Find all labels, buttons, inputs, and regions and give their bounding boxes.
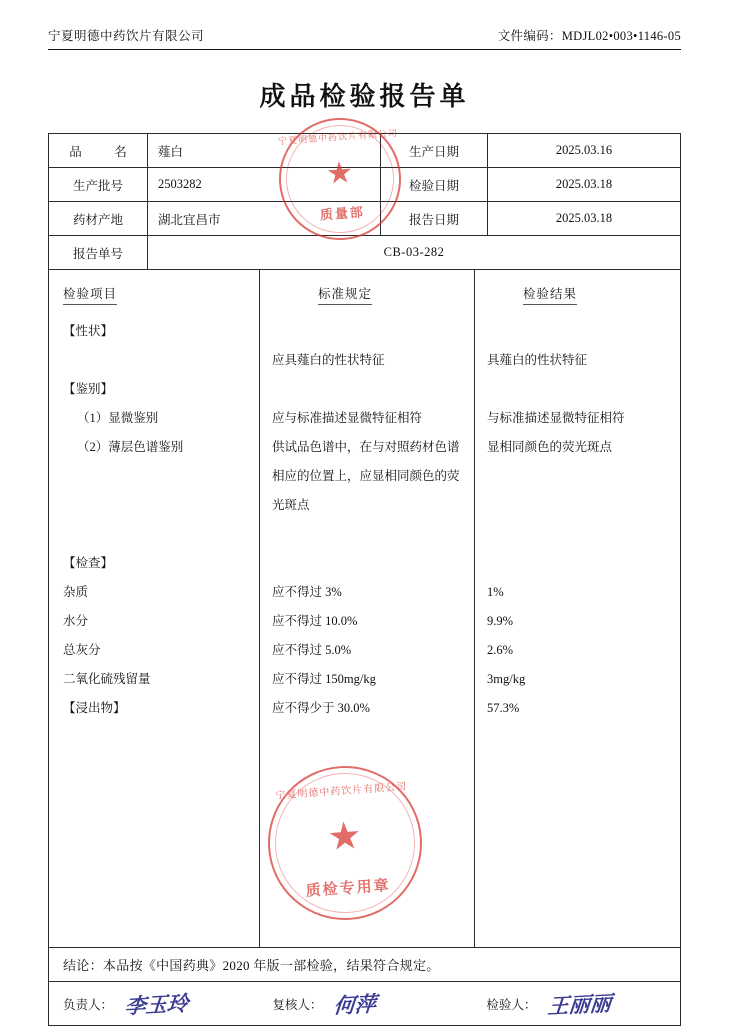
signature-row (48, 982, 681, 1026)
result-item-cell: 【鉴别】 (63, 382, 114, 396)
company-name: 宁夏明德中药饮片有限公司 (48, 29, 205, 43)
result-value-cell: 显相同颜色的荧光斑点 (487, 440, 613, 454)
result-item-cell: 二氧化硫残留量 (63, 672, 151, 686)
result-item-cell: 【性状】 (63, 324, 114, 338)
table-row (49, 134, 681, 168)
batch-label: 生产批号 (49, 168, 148, 202)
inspect-date-label: 检验日期 (381, 168, 488, 202)
info-table (48, 133, 681, 270)
batch-value: 2503282 (148, 168, 381, 202)
results-column-standard (259, 270, 474, 947)
signature-reviewer-value: 何萍 (333, 990, 378, 1018)
document-code-value: MDJL02•003•1146-05 (561, 29, 681, 43)
result-value-cell: 2.6% (487, 643, 514, 657)
production-date-label: 生产日期 (381, 134, 488, 168)
result-item-cell (63, 491, 259, 520)
report-date-label: 报告日期 (381, 202, 488, 236)
result-value-cell: 3mg/kg (487, 672, 526, 686)
stamp-top-text: 宁夏明德中药饮片有限公司 (277, 127, 399, 147)
result-standard-cell: 应不得过 150mg/kg (272, 672, 376, 686)
results-column-result (474, 270, 680, 947)
table-row (49, 236, 681, 270)
result-value-cell (487, 375, 680, 404)
report-date-value: 2025.03.18 (488, 202, 681, 236)
signature-inspector (474, 989, 680, 1019)
result-standard-cell (272, 520, 474, 549)
result-item-cell: 水分 (63, 614, 89, 628)
product-name-value: 薤白 (148, 134, 381, 168)
document-code (498, 26, 681, 44)
result-value-cell (487, 520, 680, 549)
stamp-bottom-text: 质检专用章 (305, 877, 392, 900)
result-value-cell (487, 317, 680, 346)
table-row (49, 202, 681, 236)
origin-label: 药材产地 (49, 202, 148, 236)
result-standard-cell: 应与标准描述显微特征相符 (272, 411, 423, 425)
result-item-cell (63, 346, 259, 375)
result-item-cell: 【检查】 (63, 556, 114, 570)
column-header-result: 检验结果 (523, 284, 577, 305)
result-value-cell (487, 462, 680, 491)
result-standard-cell (272, 549, 474, 578)
signature-responsible (49, 989, 260, 1019)
signature-reviewer (260, 989, 474, 1019)
report-no-value: CB-03-282 (148, 236, 681, 270)
results-section (48, 270, 681, 948)
signature-inspector-label: 检验人： (486, 997, 537, 1012)
result-standard-cell: 应不得过 10.0% (272, 614, 358, 628)
star-icon: ★ (325, 156, 355, 192)
result-standard-cell (272, 317, 474, 346)
result-standard-cell: 应具薤白的性状特征 (272, 353, 385, 367)
result-standard-cell: 应不得过 5.0% (272, 643, 352, 657)
result-value-cell: 57.3% (487, 701, 520, 715)
result-item-cell (63, 520, 259, 549)
column-header-item: 检验项目 (63, 284, 117, 305)
result-item-cell: 【浸出物】 (63, 701, 126, 715)
conclusion-label: 结论： (63, 958, 103, 973)
result-item-cell: （2）薄层色谱鉴别 (77, 440, 184, 454)
result-item-cell: 总灰分 (63, 643, 101, 657)
document-code-label: 文件编码： (497, 29, 562, 43)
result-item-cell: 杂质 (63, 585, 89, 599)
result-value-cell (487, 491, 680, 520)
result-standard-cell: 光斑点 (272, 498, 310, 512)
production-date-value: 2025.03.16 (488, 134, 681, 168)
page-title: 成品检验报告单 (259, 82, 470, 111)
star-icon: ★ (326, 814, 364, 860)
result-standard-cell: 供试品色谱中，在与对照药材色谱 (272, 440, 460, 454)
document-header (48, 26, 681, 50)
stamp-top-text: 宁夏明德中药饮片有限公司 (275, 781, 408, 802)
result-item-cell: （1）显微鉴别 (77, 411, 159, 425)
result-item-cell (63, 462, 259, 491)
result-value-cell: 具薤白的性状特征 (487, 353, 588, 367)
product-name-label: 品 名 (49, 134, 148, 168)
signature-reviewer-label: 复核人： (272, 997, 323, 1012)
origin-value: 湖北宜昌市 (148, 202, 381, 236)
signature-responsible-label: 负责人： (63, 997, 114, 1012)
result-standard-cell: 相应的位置上，应显相同颜色的荧 (272, 469, 460, 483)
report-no-label: 报告单号 (49, 236, 148, 270)
result-value-cell: 与标准描述显微特征相符 (487, 411, 625, 425)
inspect-date-value: 2025.03.18 (488, 168, 681, 202)
table-row (49, 168, 681, 202)
result-standard-cell (272, 375, 474, 404)
conclusion-row (48, 948, 681, 982)
signature-responsible-value: 李玉玲 (123, 989, 190, 1019)
result-value-cell: 1% (487, 585, 504, 599)
column-header-standard: 标准规定 (318, 284, 372, 305)
results-column-item (49, 270, 259, 947)
signature-inspector-value: 王丽丽 (547, 989, 613, 1019)
result-value-cell (487, 549, 680, 578)
conclusion-text: 本品按《中国药典》2020 年版一部检验，结果符合规定。 (102, 958, 440, 973)
stamp-bottom-text: 质量部 (319, 204, 366, 223)
result-standard-cell: 应不得少于 30.0% (272, 701, 370, 715)
result-standard-cell: 应不得过 3% (272, 585, 342, 599)
result-value-cell: 9.9% (487, 614, 514, 628)
